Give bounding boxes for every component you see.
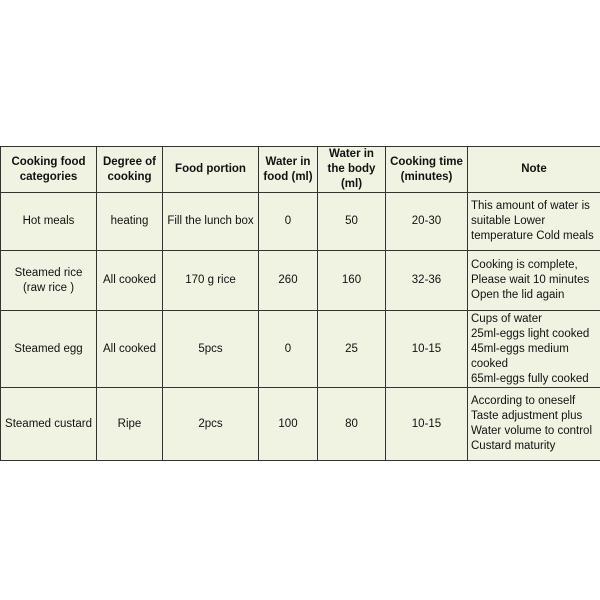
cell-note bbox=[468, 311, 600, 388]
cell-degree: Ripe bbox=[97, 388, 163, 461]
cell-time: 32-36 bbox=[386, 251, 468, 311]
cell-category: Hot meals bbox=[1, 193, 97, 251]
cell-time: 10-15 bbox=[386, 388, 468, 461]
header-food-portion: Food portion bbox=[163, 147, 259, 193]
note-line: 25ml-eggs light cooked bbox=[471, 327, 590, 340]
header-degree-of-cooking: Degree of cooking bbox=[97, 147, 163, 193]
note-line: Cups of water bbox=[471, 312, 542, 325]
cell-portion: 170 g rice bbox=[163, 251, 259, 311]
note-line: Custard maturity bbox=[471, 440, 556, 452]
cell-water-body: 25 bbox=[318, 311, 386, 388]
cell-water-food: 100 bbox=[259, 388, 318, 461]
cell-degree: All cooked bbox=[97, 251, 163, 311]
header-cooking-time: Cooking time (minutes) bbox=[386, 147, 468, 193]
cell-note bbox=[468, 193, 600, 251]
table-row bbox=[1, 311, 600, 388]
table-row bbox=[1, 251, 600, 311]
header-water-in-food: Water in food (ml) bbox=[259, 147, 318, 193]
cell-degree: All cooked bbox=[97, 311, 163, 388]
note-line: This amount of water is bbox=[471, 200, 590, 212]
note-line: Water volume to control bbox=[471, 425, 593, 437]
cell-category: Steamed rice (raw rice ) bbox=[1, 251, 97, 311]
cell-water-food: 0 bbox=[259, 311, 318, 388]
cell-note bbox=[468, 388, 600, 461]
cell-water-body: 80 bbox=[318, 388, 386, 461]
note-line: suitable Lower bbox=[471, 215, 546, 227]
cooking-table bbox=[0, 146, 600, 461]
note-line: temperature Cold meals bbox=[471, 230, 594, 242]
cell-portion: Fill the lunch box bbox=[163, 193, 259, 251]
cell-portion: 2pcs bbox=[163, 388, 259, 461]
cell-category: Steamed egg bbox=[1, 311, 97, 388]
cell-category: Steamed custard bbox=[1, 388, 97, 461]
note-line: According to oneself bbox=[471, 395, 576, 407]
table-row bbox=[1, 193, 600, 251]
header-water-in-body: Water in the body (ml) bbox=[318, 147, 386, 193]
note-line: 45ml-eggs medium bbox=[471, 342, 569, 355]
cell-time: 20-30 bbox=[386, 193, 468, 251]
cell-water-food: 0 bbox=[259, 193, 318, 251]
cell-water-body: 50 bbox=[318, 193, 386, 251]
cell-note bbox=[468, 251, 600, 311]
cell-water-food: 260 bbox=[259, 251, 318, 311]
note-line: cooked bbox=[471, 357, 509, 370]
cell-time: 10-15 bbox=[386, 311, 468, 388]
header-cooking-food-categories: Cooking food categories bbox=[1, 147, 97, 193]
cell-degree: heating bbox=[97, 193, 163, 251]
cell-portion: 5pcs bbox=[163, 311, 259, 388]
note-line: Cooking is complete, bbox=[471, 259, 578, 271]
table-row bbox=[1, 388, 600, 461]
note-line: Open the lid again bbox=[471, 289, 565, 301]
cell-water-body: 160 bbox=[318, 251, 386, 311]
note-line: 65ml-eggs fully cooked bbox=[471, 372, 589, 385]
note-line: Taste adjustment plus bbox=[471, 410, 583, 422]
table-header-row bbox=[1, 147, 600, 193]
note-line: Please wait 10 minutes bbox=[471, 274, 590, 286]
header-note: Note bbox=[468, 147, 600, 193]
